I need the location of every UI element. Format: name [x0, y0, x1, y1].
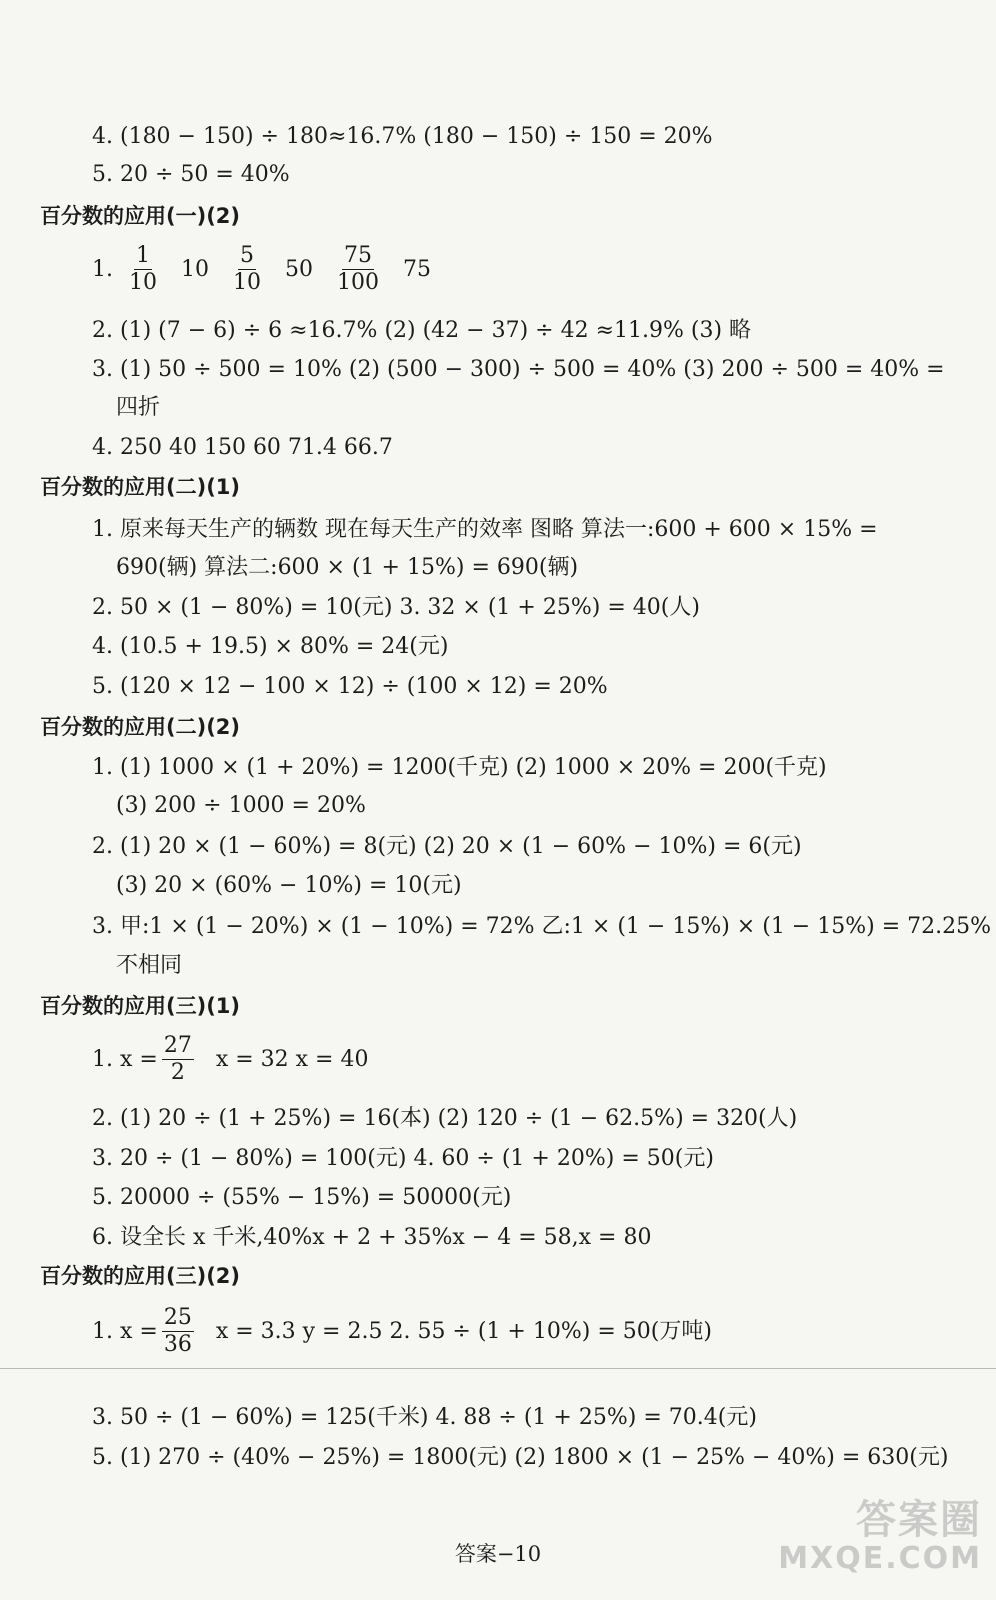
- answer-line: 3. 50 ÷ (1 − 60%) = 125(千米) 4. 88 ÷ (1 + 25%) = 70.4(元): [92, 1405, 757, 1430]
- fraction: [127, 244, 159, 295]
- item-number: 1. x =: [92, 1318, 158, 1344]
- answer-line: 3. (1) 50 ÷ 500 = 10% (2) (500 − 300) ÷ 500 = 40% (3) 200 ÷ 500 = 40% =: [92, 357, 945, 382]
- watermark-text: 答案圈: [856, 1497, 982, 1543]
- answer-line: 4. (10.5 + 19.5) × 80% = 24(元): [92, 634, 449, 659]
- answer-line: 四折: [116, 395, 161, 420]
- numerator: 1: [136, 243, 150, 268]
- watermark-url: MXQE.COM: [778, 1541, 982, 1576]
- section-heading: 百分数的应用(二)(1): [40, 475, 241, 499]
- answer-line-fractions: [92, 244, 431, 295]
- numerator: 75: [344, 243, 372, 268]
- answer-line-fractions: [92, 1306, 712, 1357]
- value: x = 32 x = 40: [215, 1046, 369, 1072]
- fraction: [162, 1306, 194, 1357]
- denominator: 10: [129, 270, 157, 295]
- fraction: [162, 1034, 194, 1085]
- section-heading: 百分数的应用(三)(2): [40, 1264, 241, 1288]
- answer-line: 5. (1) 270 ÷ (40% − 25%) = 1800(元) (2) 1800 × (1 − 25% − 40%) = 630(元): [92, 1445, 949, 1470]
- fraction: [335, 244, 381, 295]
- answer-line: 2. (1) (7 − 6) ÷ 6 ≈16.7% (2) (42 − 37) ÷ 42 ≈11.9% (3) 略: [92, 318, 752, 343]
- answer-line: 4. 250 40 150 60 71.4 66.7: [92, 435, 393, 460]
- answer-line: 5. (120 × 12 − 100 × 12) ÷ (100 × 12) = 20%: [92, 674, 608, 699]
- answer-line-fractions: [92, 1034, 368, 1085]
- value: 75: [403, 256, 431, 282]
- answer-line: (3) 200 ÷ 1000 = 20%: [116, 793, 366, 818]
- item-number: 1.: [92, 256, 113, 282]
- item-number: 1. x =: [92, 1046, 158, 1072]
- section-heading: 百分数的应用(二)(2): [40, 715, 241, 739]
- value: 10: [181, 256, 209, 282]
- numerator: 5: [240, 243, 254, 268]
- answer-line: 5. 20 ÷ 50 = 40%: [92, 162, 290, 187]
- answer-line: 6. 设全长 x 千米,40%x + 2 + 35%x − 4 = 58,x = 80: [92, 1225, 652, 1250]
- answer-line: 2. (1) 20 ÷ (1 + 25%) = 16(本) (2) 120 ÷ (1 − 62.5%) = 320(人): [92, 1106, 798, 1131]
- denominator: 2: [170, 1060, 185, 1085]
- denominator: 36: [163, 1332, 192, 1357]
- fraction: [231, 244, 263, 295]
- numerator: 25: [163, 1305, 192, 1330]
- answer-line: 5. 20000 ÷ (55% − 15%) = 50000(元): [92, 1185, 512, 1210]
- answer-line: (3) 20 × (60% − 10%) = 10(元): [116, 873, 462, 898]
- numerator: 27: [163, 1033, 192, 1058]
- answer-line: 3. 甲:1 × (1 − 20%) × (1 − 10%) = 72% 乙:1 × (1 − 15%) × (1 − 15%) = 72.25%: [92, 914, 992, 939]
- value: x = 3.3 y = 2.5 2. 55 ÷ (1 + 10%) = 50(万吨): [215, 1318, 712, 1344]
- answer-line: 3. 20 ÷ (1 − 80%) = 100(元) 4. 60 ÷ (1 + 20%) = 50(元): [92, 1146, 714, 1171]
- answer-line: 2. (1) 20 × (1 − 60%) = 8(元) (2) 20 × (1 − 60% − 10%) = 6(元): [92, 834, 802, 859]
- page-number: 答案−10: [454, 1542, 542, 1566]
- value: 50: [285, 256, 313, 282]
- denominator: 10: [233, 270, 261, 295]
- section-heading: 百分数的应用(三)(1): [40, 994, 241, 1018]
- divider: [0, 1368, 996, 1369]
- answer-line: 2. 50 × (1 − 80%) = 10(元) 3. 32 × (1 + 25%) = 40(人): [92, 595, 700, 620]
- answer-line: 1. (1) 1000 × (1 + 20%) = 1200(千克) (2) 1000 × 20% = 200(千克): [92, 755, 827, 780]
- answer-line: 1. 原来每天生产的辆数 现在每天生产的效率 图略 算法一:600 + 600 × 15% =: [92, 517, 878, 542]
- watermark-logo: [778, 1488, 982, 1576]
- section-heading: 百分数的应用(一)(2): [40, 204, 241, 228]
- answer-line: 690(辆) 算法二:600 × (1 + 15%) = 690(辆): [116, 555, 579, 580]
- answer-line: 不相同: [116, 953, 183, 978]
- answer-line: 4. (180 − 150) ÷ 180≈16.7% (180 − 150) ÷ 150 = 20%: [92, 124, 713, 149]
- denominator: 100: [337, 270, 379, 295]
